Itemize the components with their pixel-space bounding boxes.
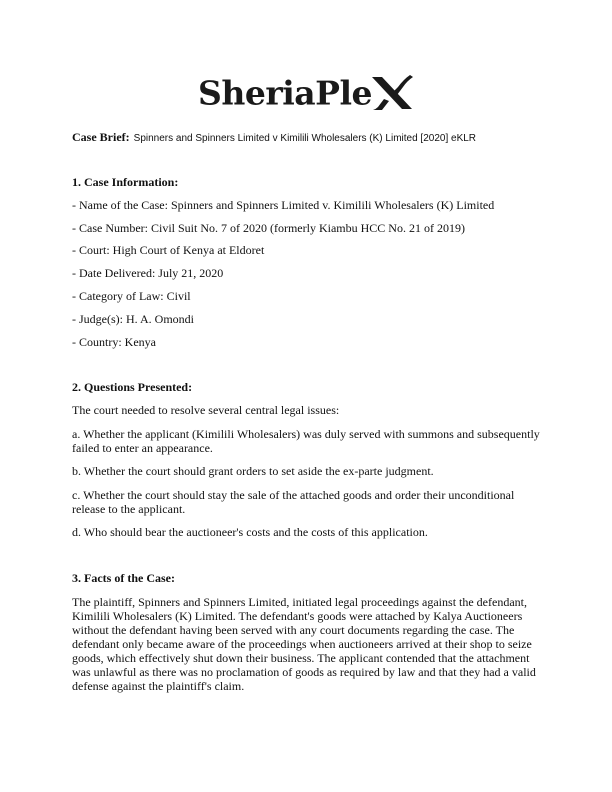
case-info-item: - Case Number: Civil Suit No. 7 of 2020 (formerly Kiambu HCC No. 21 of 2019) — [72, 221, 465, 235]
question-item: b. Whether the court should grant orders to set aside the ex-parte judgment. — [72, 464, 434, 478]
case-info-item: - Category of Law: Civil — [72, 289, 191, 303]
case-brief-heading — [72, 128, 542, 146]
question-item: a. Whether the applicant (Kimilili Wholesalers) was duly served with summons and subsequently failed to enter an appearance. — [72, 427, 540, 455]
case-info-item: - Date Delivered: July 21, 2020 — [72, 266, 224, 280]
case-brief-title: Spinners and Spinners Limited v Kimilili Wholesalers (K) Limited [2020] eKLR — [133, 133, 477, 144]
section-heading-questions-presented: 2. Questions Presented: — [72, 380, 193, 394]
case-info-item: - Court: High Court of Kenya at Eldoret — [72, 243, 265, 257]
x-mark-icon — [370, 73, 414, 113]
case-info-item: - Country: Kenya — [72, 335, 156, 349]
logo-text: SheriaPle — [198, 73, 372, 113]
question-item: c. Whether the court should stay the sale of the attached goods and order their unconditional release to the applicant. — [72, 488, 515, 516]
questions-intro: The court needed to resolve several central legal issues: — [72, 403, 340, 417]
case-info-item: - Judge(s): H. A. Omondi — [72, 312, 194, 326]
sheriaplex-logo — [0, 73, 612, 123]
facts-paragraph: The plaintiff, Spinners and Spinners Limited, initiated legal proceedings against the defendant, Kimilili Wholesalers (K) Limited. The defendant's goods were attached by Kalya Auctioneers without the defendant having been served with any court documents regarding the case. The defendant only became aware of the proceedings when auctioneers arrived at their shop to seize goods, which effectively shut down their business. The applicant contended that the attachment was unlawful as there was no proclamation of goods as required by law and that they had a valid defense against the plaintiff's claim. — [72, 595, 536, 693]
case-brief-label: Case Brief: — [72, 130, 130, 144]
section-heading-case-information: 1. Case Information: — [72, 175, 179, 189]
case-info-item: - Name of the Case: Spinners and Spinners Limited v. Kimilili Wholesalers (K) Limited — [72, 198, 495, 212]
section-heading-facts: 3. Facts of the Case: — [72, 571, 175, 585]
question-item: d. Who should bear the auctioneer's costs and the costs of this application. — [72, 525, 428, 539]
